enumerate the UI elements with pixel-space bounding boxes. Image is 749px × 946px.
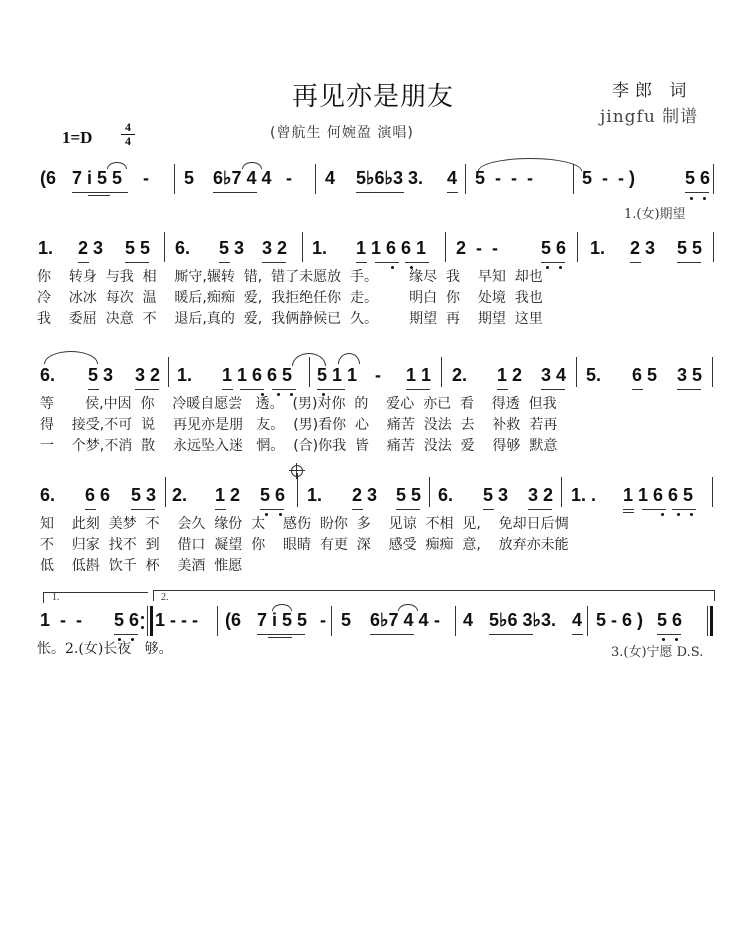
note-group: 1.	[307, 485, 323, 505]
lyric-line-verse-3: 我 委屈 决意 不 退后,真的 爱, 我俩静候已 久。 期望 再 期望 这里	[37, 311, 543, 327]
note-group: 2 3	[78, 238, 104, 258]
performers-credit: (曾航生 何婉盈 演唱)	[270, 125, 414, 141]
note-group: 3 2	[135, 365, 161, 385]
note-group: 7 i 5 5	[257, 610, 308, 630]
lower-octave-dot	[559, 266, 562, 269]
note-group: 5 - 6 )	[596, 610, 644, 630]
note-group: 5 3	[88, 365, 114, 385]
note-group: 5 - - )	[582, 168, 635, 188]
system-1	[0, 168, 749, 198]
barline	[429, 477, 430, 507]
underline	[222, 389, 233, 390]
underline	[88, 195, 110, 196]
note-group: -	[434, 610, 440, 630]
note-group: 2.	[172, 485, 188, 505]
note-group: 1.	[312, 238, 328, 258]
verse-1-start-annotation: 1.(女)期望	[624, 207, 686, 222]
underline	[215, 509, 226, 510]
lower-octave-dot	[703, 197, 706, 200]
barline	[302, 232, 303, 262]
underline	[268, 637, 292, 638]
coda-sign-icon	[291, 465, 303, 477]
system-3	[0, 365, 749, 395]
note-group: 5 3	[483, 485, 509, 505]
note-group: 5♭6 3♭3.	[489, 610, 557, 630]
barline	[297, 473, 298, 507]
note-group: 5 5	[396, 485, 422, 505]
barline	[587, 606, 588, 636]
underline	[447, 192, 458, 193]
barline	[147, 606, 148, 636]
note-group: 5 3	[219, 238, 245, 258]
lyric-line-verse-2: 冷 冰冰 每次 温 暖后,痴痴 爱, 我拒绝任你 走。 明白 你 处境 我也	[37, 290, 543, 306]
note-group: 2 3	[352, 485, 378, 505]
tie-slur	[338, 353, 360, 364]
note-group: 5 6	[685, 168, 711, 188]
underline	[114, 634, 138, 635]
note-group: 5	[184, 168, 195, 188]
dal-segno-annotation: 3.(女)宁愿 D.S.	[611, 645, 704, 660]
tie-slur	[107, 162, 127, 169]
note-group: 6 5	[632, 365, 658, 385]
underline	[623, 509, 634, 510]
tie-slur	[478, 158, 582, 171]
barline	[707, 606, 708, 636]
underline	[489, 634, 533, 635]
underline	[528, 509, 552, 510]
note-group: 5	[341, 610, 352, 630]
lower-octave-dot	[690, 197, 693, 200]
underline	[657, 634, 681, 635]
barline	[713, 164, 714, 194]
system-4	[0, 485, 749, 515]
underline	[677, 389, 701, 390]
note-group: -	[320, 610, 326, 630]
underline	[405, 262, 429, 263]
note-group: 5.	[586, 365, 602, 385]
underline	[317, 389, 345, 390]
tie-slur	[44, 351, 98, 364]
note-group: 5 - - -	[475, 168, 533, 188]
note-group: 5 6	[541, 238, 567, 258]
underline	[497, 389, 508, 390]
barline	[168, 357, 169, 387]
underline	[240, 389, 264, 390]
note-group: 6.	[175, 238, 191, 258]
note-group: 5 6	[657, 610, 683, 630]
notes-row	[0, 238, 749, 264]
barline	[465, 164, 466, 194]
underline	[72, 192, 128, 193]
note-group: 6.	[40, 485, 56, 505]
key-signature: 1=D	[62, 128, 93, 147]
note-group: 6♭7 4 4	[213, 168, 272, 188]
barline	[576, 357, 577, 387]
time-signature-numerator: 4	[125, 120, 131, 134]
lower-octave-dot	[677, 513, 680, 516]
notes-row	[0, 485, 749, 511]
underline	[375, 262, 399, 263]
note-group: 7 i 5 5	[72, 168, 123, 188]
underline	[541, 262, 565, 263]
barline	[577, 232, 578, 262]
barline	[315, 164, 316, 194]
underline	[672, 509, 696, 510]
lyric-line-verse-1: 你 转身 与我 相 厮守,辗转 错, 错了未愿放 手。 缘尽 我 早知 却也	[37, 269, 543, 285]
note-group: -	[375, 365, 381, 385]
barline	[164, 232, 165, 262]
underline	[85, 509, 96, 510]
underline	[630, 262, 641, 263]
note-group: 5♭6♭3 3.	[356, 168, 424, 188]
note-group: 1 1 6 6 5	[222, 365, 293, 385]
note-group: 1 2	[497, 365, 523, 385]
underline	[483, 509, 494, 510]
note-group: 6.	[438, 485, 454, 505]
note-group: 2.	[452, 365, 468, 385]
tie-slur	[272, 604, 292, 611]
underline	[88, 389, 99, 390]
tie-slur	[292, 353, 326, 366]
note-group: 4	[572, 610, 583, 630]
note-group: -	[286, 168, 292, 188]
note-group: 5 6	[114, 610, 140, 630]
note-group: 4	[463, 610, 474, 630]
note-group: 1.	[590, 238, 606, 258]
lyric-line-verse-2: 不 归家 找不 到 借口 凝望 你 眼睛 有更 深 感受 痴痴 意, 放弃亦未能	[40, 537, 569, 553]
underline	[260, 509, 284, 510]
note-group: 3 2	[262, 238, 288, 258]
note-group: 5 1 1	[317, 365, 358, 385]
note-group: 6 6	[85, 485, 111, 505]
notes-row	[0, 610, 749, 636]
note-group: 2 - -	[456, 238, 499, 258]
lyric-line-verse-3: 一 个梦,不消 散 永远坠入迷 惘。 (合)你我 皆 痛苦 没法 爱 得够 默意	[40, 438, 558, 454]
note-group: 5 5	[125, 238, 151, 258]
underline	[356, 262, 367, 263]
barline	[561, 477, 562, 507]
final-barline	[710, 606, 713, 636]
time-signature-denominator: 4	[121, 134, 135, 148]
lower-octave-dot	[546, 266, 549, 269]
second-ending-label: 2.	[161, 592, 169, 603]
time-signature	[121, 121, 135, 148]
barline	[712, 357, 713, 387]
note-group: 6.	[40, 365, 56, 385]
barline	[713, 232, 714, 262]
lyric-line-verse-1: 等 侯,中因 你 冷暖自愿尝 透。 (男)对你 的 爱心 亦已 看 得透 但我	[40, 396, 557, 412]
note-group: 3 2	[528, 485, 554, 505]
repeat-dot	[141, 626, 144, 629]
note-group: 6♭7 4 4	[370, 610, 429, 630]
note-group: 5 5	[677, 238, 703, 258]
note-group: 1 1	[406, 365, 432, 385]
system-2	[0, 238, 749, 268]
barline	[441, 357, 442, 387]
note-group: 3 4	[541, 365, 567, 385]
first-ending-label: 1.	[52, 592, 60, 603]
note-group: 2 3	[630, 238, 656, 258]
underline	[370, 634, 414, 635]
underline	[642, 509, 666, 510]
note-group: 4	[447, 168, 458, 188]
underline	[219, 262, 230, 263]
underline	[78, 262, 89, 263]
song-title: 再见亦是朋友	[292, 82, 455, 112]
barline	[712, 477, 713, 507]
tie-slur	[398, 604, 418, 611]
underline	[356, 192, 404, 193]
lower-octave-dot	[661, 513, 664, 516]
barline	[217, 606, 218, 636]
underline	[685, 192, 709, 193]
underline	[125, 262, 149, 263]
note-group: 1 - - -	[155, 610, 198, 630]
lower-octave-dot	[690, 513, 693, 516]
arranger-credit: jingfu 制谱	[600, 107, 699, 127]
notes-row	[0, 168, 749, 194]
note-group: 5 3	[131, 485, 157, 505]
note-group: 3 5	[677, 365, 703, 385]
underline	[131, 509, 155, 510]
lyric-line-verse-1: 知 此刻 美梦 不 会久 缘份 太 感伤 盼你 多 见谅 不相 见, 免却日后惆	[40, 516, 569, 532]
lyric-line-verse-2: 得 接受,不可 说 再见亦是朋 友。 (男)看你 心 痛苦 没法 去 补救 若再	[40, 417, 558, 433]
note-group: 1 1 6 6 5	[623, 485, 694, 505]
note-group: 1.	[177, 365, 193, 385]
barline	[455, 606, 456, 636]
barline	[174, 164, 175, 194]
lyric-line-verse-3: 低 低斟 饮千 杯 美酒 惟愿	[40, 558, 243, 574]
notes-row	[0, 365, 749, 391]
note-group: (6	[225, 610, 242, 630]
note-group: (6	[40, 168, 57, 188]
underline	[262, 262, 286, 263]
underline	[135, 389, 159, 390]
note-group: 4	[325, 168, 336, 188]
lyricist-credit: 李郎 词	[612, 81, 693, 101]
repeat-barline	[150, 606, 153, 636]
barline	[445, 232, 446, 262]
system-5	[0, 610, 749, 640]
underline	[272, 389, 296, 390]
underline	[632, 389, 643, 390]
tie-slur	[242, 162, 262, 169]
underline	[352, 509, 363, 510]
note-group: 1 2	[215, 485, 241, 505]
underline	[572, 634, 583, 635]
note-group: 1 1 6 6 1	[356, 238, 427, 258]
note-group: 1.	[38, 238, 54, 258]
barline	[165, 477, 166, 507]
note-group: 1 - -	[40, 610, 83, 630]
note-group: -	[143, 168, 149, 188]
lyric-line-ending: 怅。2.(女)长夜 够。	[37, 641, 173, 657]
underline	[541, 389, 565, 390]
underline	[677, 262, 701, 263]
underline	[406, 389, 430, 390]
underline	[213, 192, 257, 193]
repeat-dot	[141, 616, 144, 619]
underline	[257, 634, 305, 635]
second-ending-bracket	[153, 590, 715, 601]
underline	[623, 512, 634, 513]
barline	[331, 606, 332, 636]
note-group: 5 6	[260, 485, 286, 505]
note-group: 1. .	[571, 485, 597, 505]
underline	[396, 509, 420, 510]
